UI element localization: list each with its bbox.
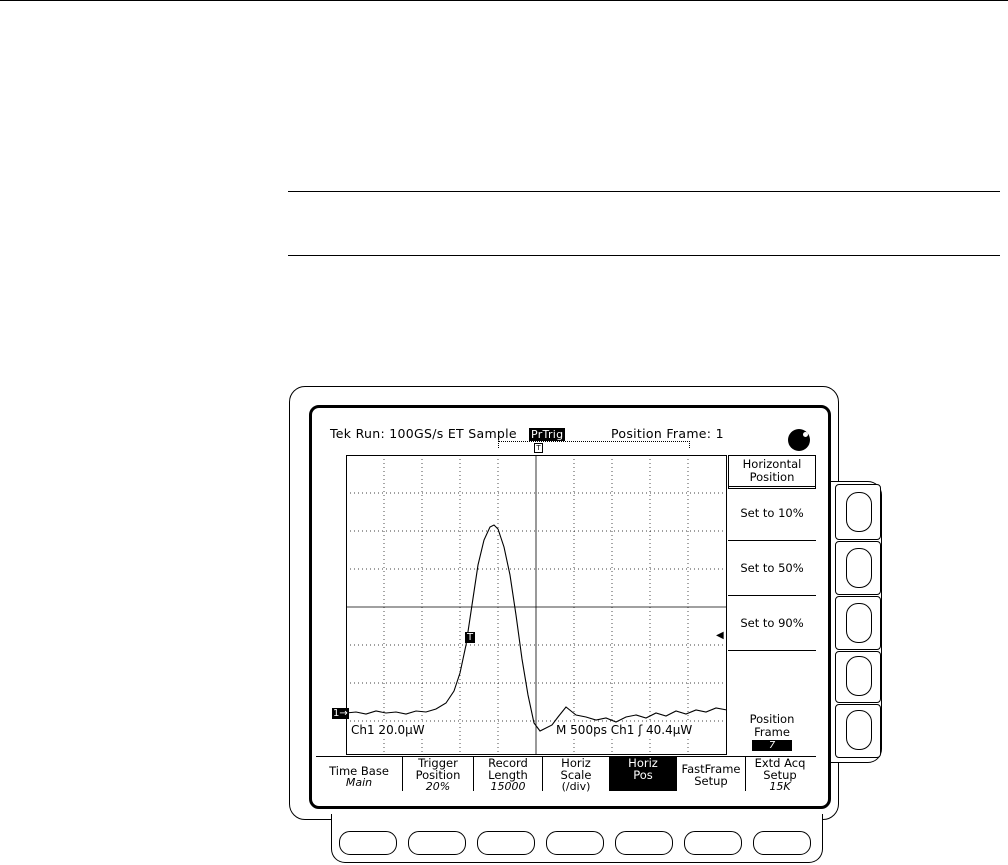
top-rule [0, 0, 1008, 1]
position-frame-label: Position Frame: 1 [611, 426, 724, 441]
acquisition-status: Tek Run: 100GS/s ET Sample [330, 426, 517, 441]
side-menu-title: Horizontal Position [728, 455, 816, 489]
time-base-button[interactable]: Time Base Main [316, 757, 403, 791]
bottom-bezel-button-4[interactable] [546, 831, 604, 855]
ground-marker: 1→ [333, 708, 348, 719]
pretrig-indicator [529, 426, 565, 441]
bottom-bezel-button-7[interactable] [753, 831, 811, 855]
pretrig-label: PrTrig [531, 428, 564, 441]
bottom-bezel-button-3[interactable] [477, 831, 535, 855]
bottom-bezel-button-5[interactable] [615, 831, 673, 855]
position-frame-label: Position Frame [749, 712, 795, 739]
ch1-scale-readout [351, 723, 425, 737]
horiz-pos-button[interactable]: Horiz Pos [610, 757, 677, 791]
horiz-scale-button[interactable]: Horiz Scale (/div) [543, 757, 610, 791]
ch1-scale-text: Ch1 20.0µW [351, 723, 425, 737]
side-bezel-button-2-cap[interactable] [846, 548, 872, 588]
trigger-level-arrow-icon: ◀ [716, 630, 724, 641]
waveform-trace [346, 525, 727, 731]
trigger-point-marker: T [467, 632, 474, 643]
side-menu-set-90[interactable]: Set to 90% [728, 595, 816, 650]
extd-acq-setup-button[interactable]: Extd Acq Setup 15K [754, 756, 806, 793]
graticule [346, 455, 727, 755]
record-length-button[interactable]: Record Length 15000 [474, 757, 543, 791]
bottom-bezel-button-1[interactable] [339, 831, 397, 855]
note-rule-top [288, 191, 1000, 192]
trigger-marker-icon: T [534, 443, 543, 453]
side-bezel-button-3-cap[interactable] [846, 603, 872, 643]
status-bar [330, 426, 517, 441]
side-bezel-button-5-cap[interactable] [846, 710, 872, 750]
fastframe-setup-button[interactable]: FastFrame Setup [677, 757, 746, 791]
position-frame-status [611, 426, 724, 441]
position-frame-value: 7 [752, 740, 792, 751]
bottom-bezel-button-2[interactable] [408, 831, 466, 855]
bottom-bezel-button-6[interactable] [684, 831, 742, 855]
note-rule-bottom [288, 255, 1000, 256]
side-menu-set-10[interactable]: Set to 10% [728, 486, 816, 539]
timebase-text: M 500ps Ch1 ʃ 40.4µW [556, 723, 693, 737]
timebase-readout [556, 723, 692, 737]
side-bezel-button-1-cap[interactable] [846, 492, 872, 532]
knob-indicator-dot [803, 432, 808, 437]
side-menu-position-frame[interactable] [728, 705, 816, 763]
record-view-bracket [498, 441, 690, 448]
side-bezel-button-4-cap[interactable] [846, 656, 872, 696]
side-menu-set-50[interactable]: Set to 50% [728, 540, 816, 595]
trigger-position-button[interactable]: Trigger Position 20% [403, 757, 474, 791]
side-menu-empty [728, 650, 816, 703]
